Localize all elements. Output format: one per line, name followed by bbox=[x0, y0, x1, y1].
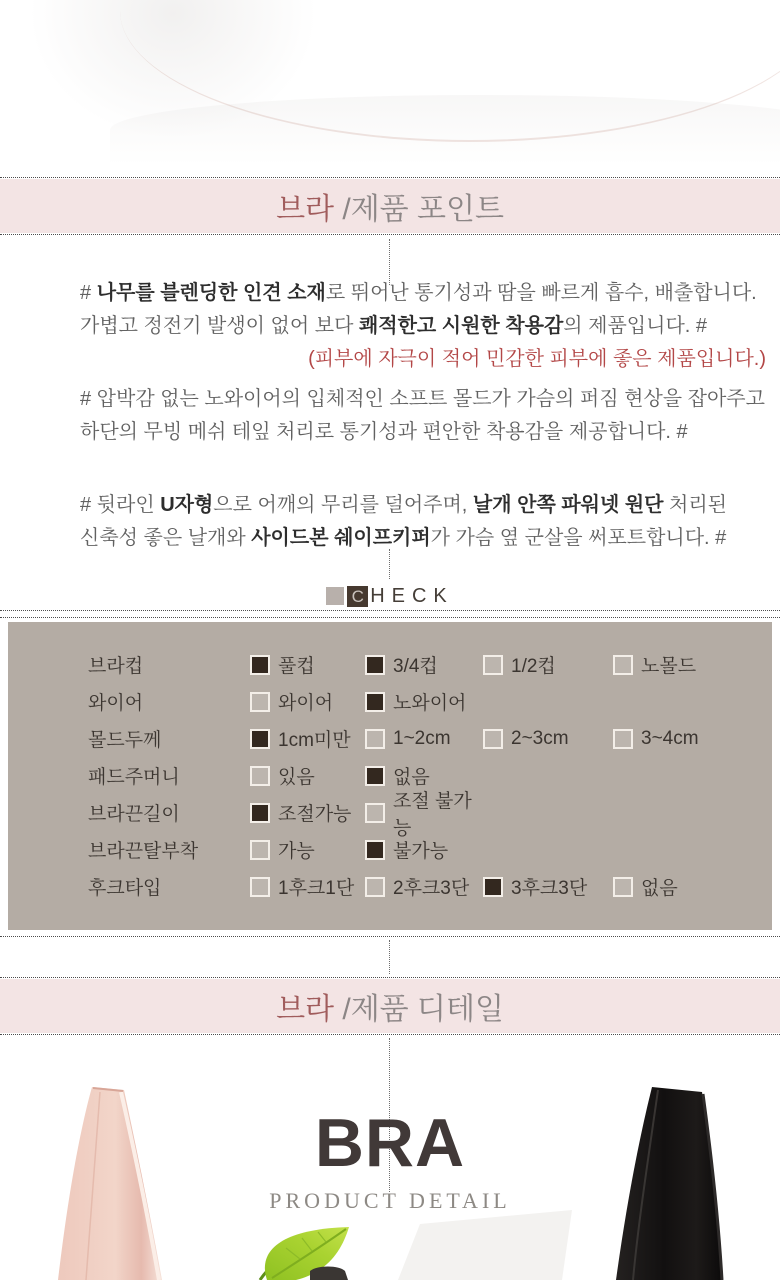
checkbox-icon bbox=[365, 692, 385, 712]
dotted-rule bbox=[0, 234, 780, 235]
text-run-bold: 날개 안쪽 파워넷 원단 bbox=[472, 494, 664, 516]
spec-row-label: 패드주머니 bbox=[88, 767, 180, 788]
checkbox-icon bbox=[365, 803, 385, 823]
text-run-bold: 사이드본 쉐이프키퍼 bbox=[251, 527, 431, 549]
paragraph-mold bbox=[0, 383, 780, 449]
spec-row bbox=[8, 868, 772, 905]
checkbox-icon bbox=[365, 655, 385, 675]
spec-option-label: 조절가능 bbox=[278, 804, 352, 825]
checkbox-icon bbox=[250, 803, 270, 823]
dotted-rule bbox=[0, 610, 780, 611]
checkbox-icon bbox=[250, 840, 270, 860]
spec-option-label: 2~3cm bbox=[511, 727, 569, 749]
checkbox-icon bbox=[250, 655, 270, 675]
section-band-point bbox=[0, 179, 780, 233]
spec-option-label: 2후크3단 bbox=[393, 878, 470, 899]
spec-option-label: 불가능 bbox=[393, 841, 449, 862]
spec-option bbox=[365, 725, 483, 752]
checkbox-icon bbox=[613, 655, 633, 675]
checkbox-icon bbox=[250, 729, 270, 749]
spec-row bbox=[8, 646, 772, 683]
text-run: # bbox=[80, 282, 97, 304]
spec-option-label: 풀컵 bbox=[278, 656, 315, 677]
spec-row-label: 후크타입 bbox=[88, 878, 162, 899]
section-title-accent: 브라 bbox=[276, 993, 335, 1026]
spec-option bbox=[365, 651, 483, 678]
spec-option bbox=[250, 688, 365, 715]
spec-option bbox=[483, 725, 613, 752]
checkbox-icon bbox=[365, 766, 385, 786]
spec-option bbox=[483, 651, 613, 678]
paragraph-line bbox=[0, 522, 780, 555]
spec-option-label: 없음 bbox=[641, 878, 678, 899]
bra-subtitle: PRODUCT DETAIL bbox=[269, 1188, 511, 1213]
spec-option bbox=[613, 873, 678, 900]
text-run: 신축성 좋은 날개와 bbox=[80, 527, 252, 549]
section-band-detail bbox=[0, 979, 780, 1033]
check-square-light-icon bbox=[326, 587, 344, 605]
checkbox-icon bbox=[365, 877, 385, 897]
spec-option bbox=[365, 873, 483, 900]
spec-option bbox=[250, 651, 365, 678]
dotted-rule bbox=[0, 977, 780, 978]
section-title-point bbox=[276, 184, 504, 228]
checkbox-icon bbox=[613, 729, 633, 749]
spec-row-options bbox=[250, 651, 772, 678]
paragraph-note-red: (피부에 자극이 적어 민감한 피부에 좋은 제품입니다.) bbox=[308, 348, 766, 370]
spec-option-label: 3~4cm bbox=[641, 727, 699, 749]
spec-option bbox=[365, 688, 483, 715]
spec-option bbox=[250, 873, 365, 900]
letter-fragment bbox=[310, 1267, 348, 1280]
section-title-rest: /제품 디테일 bbox=[334, 993, 504, 1026]
spec-option-label: 없음 bbox=[393, 767, 430, 788]
spec-option-label: 1/2컵 bbox=[511, 656, 556, 677]
checkbox-icon bbox=[365, 729, 385, 749]
spec-row bbox=[8, 831, 772, 868]
spec-row-options bbox=[250, 873, 772, 900]
spec-option bbox=[250, 836, 365, 863]
spec-row-label: 브라컵 bbox=[88, 656, 144, 677]
dotted-rule bbox=[0, 177, 780, 178]
text-run-bold: U자형 bbox=[160, 494, 214, 516]
check-heading-text: HECK bbox=[370, 584, 454, 607]
spec-row-label: 브라끈길이 bbox=[88, 804, 180, 825]
spec-option-label: 3/4컵 bbox=[393, 656, 438, 677]
checkbox-icon bbox=[250, 877, 270, 897]
spec-row bbox=[8, 790, 772, 839]
spec-row-label: 브라끈탈부착 bbox=[88, 841, 199, 862]
paragraph-backline bbox=[0, 489, 780, 555]
paragraph-line bbox=[0, 310, 780, 343]
checkbox-icon bbox=[613, 877, 633, 897]
checkbox-icon bbox=[483, 729, 503, 749]
spec-option-label: 1cm미만 bbox=[278, 730, 351, 751]
spec-row-label: 몰드두께 bbox=[88, 730, 162, 751]
spec-table bbox=[8, 622, 772, 930]
paragraph-material bbox=[0, 277, 780, 376]
text-run: 의 제품입니다. # bbox=[563, 315, 707, 337]
spec-option bbox=[613, 651, 696, 678]
spec-option bbox=[250, 786, 365, 840]
spec-option-label: 조절 불가능 bbox=[393, 790, 472, 839]
spec-row-label: 와이어 bbox=[88, 693, 144, 714]
paper-fragment bbox=[398, 1210, 572, 1280]
spec-option-label: 노몰드 bbox=[641, 656, 697, 677]
text-run: 로 뛰어난 통기성과 땀을 빠르게 흡수, 배출합니다. bbox=[325, 282, 757, 304]
spec-row-options bbox=[250, 836, 772, 863]
section-title-detail bbox=[276, 984, 504, 1028]
spec-option-label: 노와이어 bbox=[393, 693, 467, 714]
spec-row-options bbox=[250, 725, 772, 752]
spec-row bbox=[8, 683, 772, 720]
spec-option-label: 있음 bbox=[278, 767, 315, 788]
check-heading bbox=[0, 583, 780, 609]
spec-option-label: 가능 bbox=[278, 841, 315, 862]
section-title-accent: 브라 bbox=[276, 193, 335, 226]
paragraph-line: 하단의 무빙 메쉬 테잎 처리로 통기성과 편안한 착용감을 제공합니다. # bbox=[80, 421, 688, 443]
spec-option bbox=[483, 873, 613, 900]
spec-option-label: 1~2cm bbox=[393, 727, 451, 749]
check-square-dark-icon: C bbox=[347, 586, 368, 607]
spec-option-label: 3후크3단 bbox=[511, 878, 588, 899]
checkbox-icon bbox=[250, 692, 270, 712]
checkbox-icon bbox=[483, 655, 503, 675]
text-run-bold: 나무를 블렌딩한 인견 소재 bbox=[96, 282, 326, 304]
dotted-rule bbox=[0, 617, 780, 618]
spec-option-label: 와이어 bbox=[278, 693, 334, 714]
dotted-rule bbox=[0, 1034, 780, 1035]
spec-option bbox=[365, 836, 483, 863]
spec-option-label: 1후크1단 bbox=[278, 878, 355, 899]
checkbox-icon bbox=[365, 840, 385, 860]
section-title-rest: /제품 포인트 bbox=[334, 193, 504, 226]
spec-row-options bbox=[250, 688, 772, 715]
text-run: # 뒷라인 bbox=[80, 494, 161, 516]
spec-row-options bbox=[250, 786, 772, 840]
checkbox-icon bbox=[250, 766, 270, 786]
top-product-photo bbox=[0, 0, 780, 178]
vertical-dotted-divider bbox=[389, 549, 390, 579]
hip-shading bbox=[110, 95, 780, 165]
spec-row bbox=[8, 720, 772, 757]
spec-option bbox=[365, 786, 483, 840]
paragraph-line bbox=[0, 489, 780, 522]
text-run: 으로 어깨의 무리를 덜어주며, bbox=[213, 494, 473, 516]
vertical-dotted-divider bbox=[389, 940, 390, 974]
text-run: 가볍고 정전기 발생이 없어 보다 bbox=[80, 315, 359, 337]
text-run: 가 가슴 옆 군살을 써포트합니다. # bbox=[430, 527, 727, 549]
spec-option bbox=[250, 725, 365, 752]
text-run-bold: 쾌적한고 시원한 착용감 bbox=[358, 315, 564, 337]
spec-option bbox=[613, 725, 699, 752]
bra-wordmark: BRA bbox=[314, 1105, 466, 1181]
checkbox-icon bbox=[483, 877, 503, 897]
paragraph-line: # 압박감 없는 노와이어의 입체적인 소프트 몰드가 가슴의 퍼짐 현상을 잡아주고 bbox=[80, 388, 765, 410]
dotted-rule bbox=[0, 936, 780, 937]
text-run: 처리된 bbox=[663, 494, 728, 516]
paragraph-line bbox=[0, 277, 780, 310]
